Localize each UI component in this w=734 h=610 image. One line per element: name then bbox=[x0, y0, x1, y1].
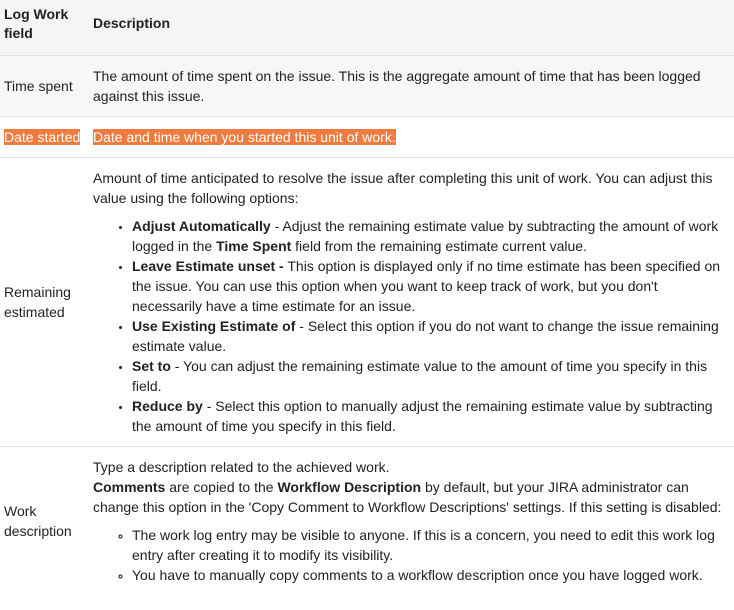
table-header-row bbox=[0, 0, 734, 56]
option-term: Reduce by bbox=[132, 398, 203, 414]
list-item bbox=[132, 316, 722, 356]
option-text: - Adjust the remaining estimate value by subtracting the amount of work logged in the bbox=[132, 218, 719, 254]
list-item bbox=[132, 256, 722, 316]
table-row-remaining-estimated bbox=[0, 158, 734, 447]
field-description bbox=[88, 117, 734, 158]
field-column-header: Log Work field bbox=[0, 0, 88, 56]
option-term: Leave Estimate unset - bbox=[132, 258, 284, 274]
option-inline-bold: Time Spent bbox=[216, 238, 292, 254]
description-column-header: Description bbox=[88, 0, 734, 56]
table-row-date-started bbox=[0, 117, 734, 158]
option-term: Use Existing Estimate of bbox=[132, 318, 296, 334]
field-description bbox=[88, 158, 734, 447]
comments-term: Comments bbox=[93, 479, 166, 495]
field-name: Work description bbox=[0, 447, 88, 596]
option-text: - Select this option to manually adjust the remaining estimate value by subtracting the amount of time you specify in this field. bbox=[132, 398, 713, 434]
field-description bbox=[88, 447, 734, 596]
field-description: The amount of time spent on the issue. This is the aggregate amount of time that has been logged against this issue. bbox=[88, 56, 734, 117]
work-description-list bbox=[93, 525, 722, 585]
list-item bbox=[132, 216, 722, 256]
option-term: Set to bbox=[132, 358, 171, 374]
field-name: Remaining estimated bbox=[0, 158, 88, 447]
workflow-description-term: Workflow Description bbox=[277, 479, 422, 495]
remaining-options-list bbox=[93, 216, 722, 436]
highlighted-description: Date and time when you started this unit of work. bbox=[93, 129, 396, 145]
list-item bbox=[132, 396, 722, 436]
table-row-time-spent bbox=[0, 56, 734, 117]
table-row-work-description bbox=[0, 447, 734, 596]
option-text: field from the remaining estimate current value. bbox=[291, 238, 587, 254]
option-text: This option is displayed only if no time estimate has been specified on the issue. You can use this option when you want to keep track of work, but you don't necessarily have a time estimate for an issue. bbox=[132, 258, 721, 314]
comments-text: by default, but your JIRA administrator can change this option in the 'Copy Comment to Workflow Descriptions' settings. If this setting is disabled: bbox=[93, 479, 722, 515]
list-item bbox=[132, 356, 722, 396]
option-text: - You can adjust the remaining estimate value to the amount of time you specify in this field. bbox=[132, 358, 708, 394]
work-description-line1: Type a description related to the achieved work. bbox=[93, 459, 390, 475]
field-name: Time spent bbox=[0, 56, 88, 117]
highlighted-field-name: Date started bbox=[4, 129, 81, 145]
field-name bbox=[0, 117, 88, 158]
work-description-comments bbox=[93, 477, 722, 517]
option-text: - Select this option if you do not want to change the issue remaining estimate value. bbox=[132, 318, 719, 354]
option-term: Adjust Automatically bbox=[132, 218, 271, 234]
list-item: ◦ You have to manually copy comments to a workflow description once you have logged work. bbox=[132, 565, 722, 585]
comments-text: are copied to the bbox=[165, 479, 278, 495]
remaining-intro: Amount of time anticipated to resolve the issue after completing this unit of work. You can adjust this value using the following options: bbox=[93, 170, 713, 206]
list-item: ◦ The work log entry may be visible to anyone. If this is a concern, you need to edit this work log entry after creating it to modify its visibility. bbox=[132, 525, 722, 565]
